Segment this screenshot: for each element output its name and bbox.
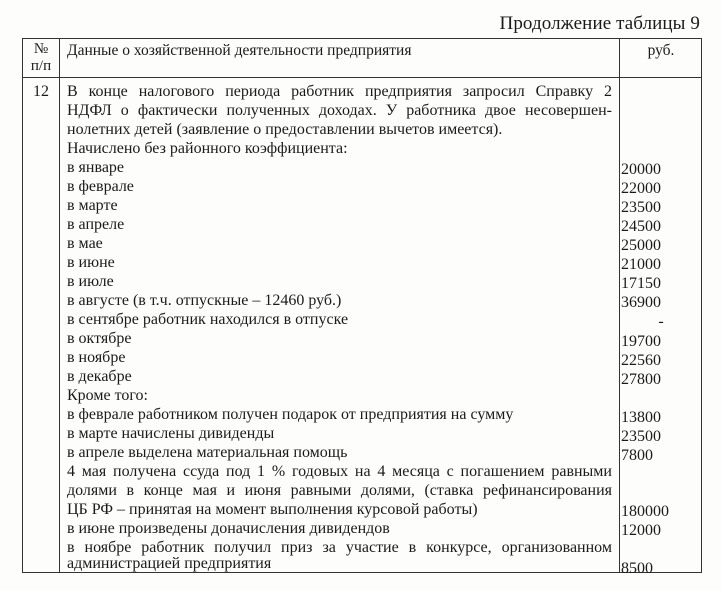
value-february: 22000	[621, 180, 661, 197]
value-january: 20000	[621, 161, 661, 178]
value-september: -	[658, 313, 664, 330]
text-line: в мае	[67, 235, 103, 252]
value-april: 24500	[621, 218, 661, 235]
column-divider-number	[59, 39, 60, 572]
value-prize: 8500	[621, 560, 653, 577]
value-august: 36900	[621, 294, 661, 311]
text-line: в ноябре	[67, 349, 126, 366]
value-december: 27800	[621, 371, 661, 388]
text-line: в январе	[67, 159, 125, 176]
text-line: 4 мая получена ссуда под 1 % годовых на 4 месяца с погашением равными	[67, 463, 612, 480]
header-description: Данные о хозяйственной деятельности предприятия	[67, 42, 412, 59]
table-caption: Продолжение таблицы 9	[499, 13, 700, 34]
text-line: в июне произведены доначисления дивидендов	[67, 520, 390, 537]
text-line: администрацией предприятия	[67, 555, 272, 572]
row-number: 12	[33, 83, 49, 100]
header-number-cell	[23, 41, 59, 75]
header-number-line1: №	[33, 41, 49, 57]
text-line: Начислено без районного коэффициента:	[67, 140, 348, 157]
text-line: в феврале	[67, 178, 134, 195]
text-line: ЦБ РФ – принятая на момент выполнения курсовой работы)	[67, 501, 478, 518]
text-line: в июне	[67, 254, 115, 271]
data-table	[22, 38, 702, 577]
text-line: в сентябре работник находился в отпуске	[67, 311, 349, 328]
header-divider	[23, 77, 701, 78]
text-line: Кроме того:	[67, 387, 148, 404]
text-line: долями в конце мая и июня равными долями, (ставка рефинансирования	[67, 482, 612, 499]
value-may: 25000	[621, 237, 661, 254]
value-loan: 180000	[621, 503, 669, 520]
text-line: в марте	[67, 197, 118, 214]
text-line: нолетних детей (заявление о предоставлении вычетов имеется).	[67, 121, 503, 138]
text-line: в марте начислены дивиденды	[67, 425, 275, 442]
text-line: в феврале работником получен подарок от предприятия на сумму	[67, 406, 514, 423]
text-line: в апреле	[67, 216, 125, 233]
value-november: 22560	[621, 352, 661, 369]
text-line: в декабре	[67, 368, 132, 385]
value-october: 19700	[621, 333, 661, 350]
text-line: в октябре	[67, 330, 132, 347]
value-gift: 13800	[621, 409, 661, 426]
value-dividends: 23500	[621, 428, 661, 445]
column-divider-unit	[619, 39, 620, 572]
value-june: 21000	[621, 256, 661, 273]
text-line: в июле	[67, 273, 114, 290]
header-number-line2: п/п	[30, 58, 52, 74]
value-july: 17150	[621, 275, 661, 292]
value-additional-dividends: 12000	[621, 522, 661, 539]
value-material-aid: 7800	[621, 447, 653, 464]
value-march: 23500	[621, 199, 661, 216]
text-line: в апреле выделена материальная помощь	[67, 444, 348, 461]
text-line: В конце налогового периода работник предприятия запросил Справку 2	[67, 83, 612, 100]
text-line: в ноябре работник получил приз за участие в конкурсе, организованном	[67, 539, 612, 556]
text-line: НДФЛ о фактически полученных доходах. У работника двое несовершен-	[67, 102, 612, 119]
text-line: в августе (в т.ч. отпускные – 12460 руб.)	[67, 292, 342, 309]
header-unit: руб.	[647, 42, 675, 59]
